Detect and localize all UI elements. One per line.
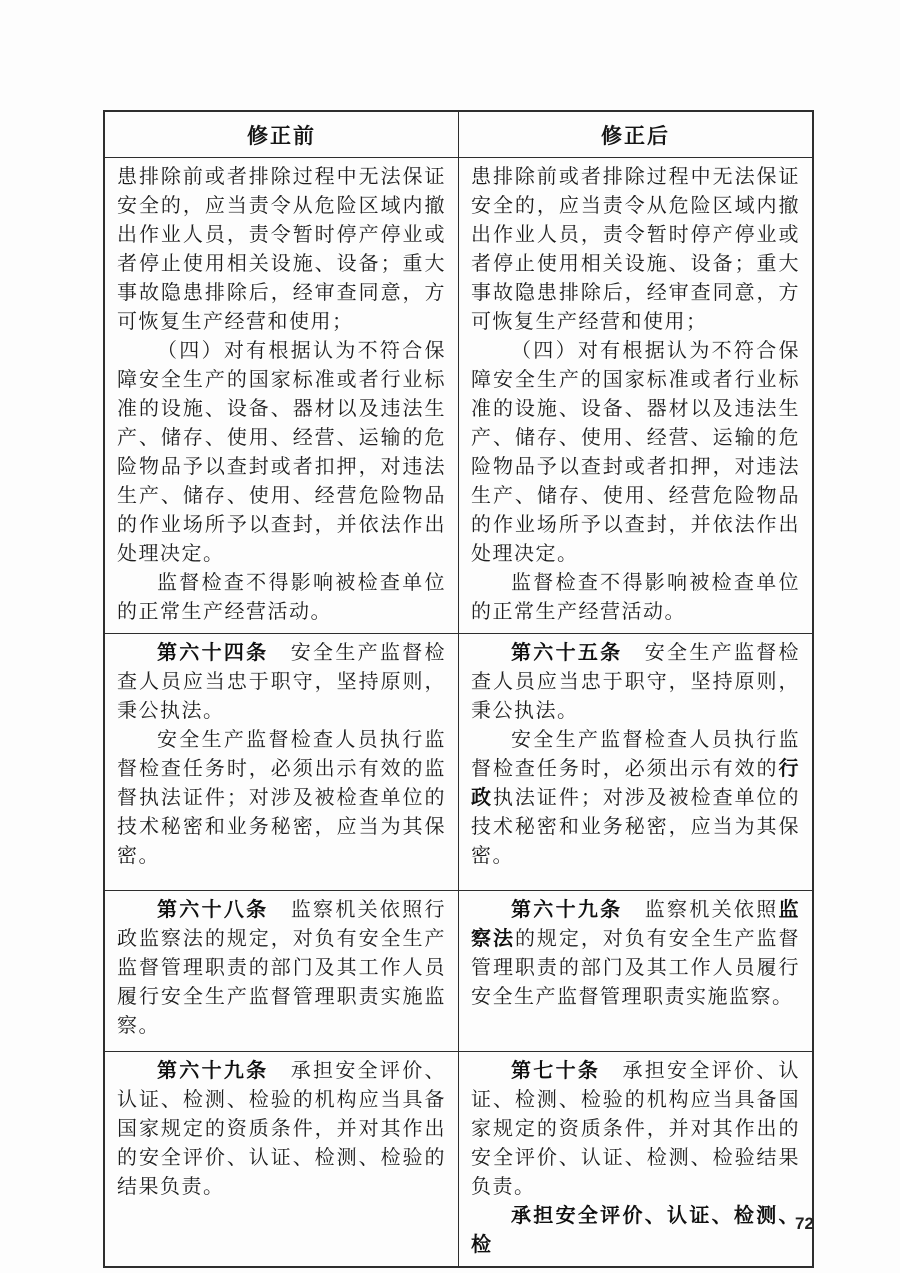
paragraph bbox=[117, 569, 446, 627]
text-segment: 监察机关依照行政监察法的规定，对负有安全生产监督管理职责的部门及其工作人员履行安全生产监督管理职责实施监察。 bbox=[117, 899, 447, 1037]
column-header-before: 修正前 bbox=[104, 111, 459, 158]
header-row bbox=[104, 111, 813, 158]
bold-text-segment: 第六十四条 bbox=[157, 642, 269, 664]
table-row bbox=[104, 158, 813, 634]
paragraph bbox=[471, 163, 800, 337]
cell-after-row-2 bbox=[459, 634, 814, 891]
table-row bbox=[104, 1052, 813, 1268]
paragraph bbox=[471, 639, 800, 726]
text-segment: 安全生产监督检查人员执行监督检查任务时，必须出示有效的监督执法证件；对涉及被检查单位的技术秘密和业务秘密，应当为其保密。 bbox=[117, 729, 446, 867]
cell-after-row-3 bbox=[459, 891, 814, 1052]
paragraph bbox=[471, 337, 800, 569]
text-segment: 执法证件；对涉及被检查单位的技术秘密和业务秘密，应当为其保密。 bbox=[471, 787, 801, 867]
table-header bbox=[104, 111, 813, 158]
bold-text-segment: 承担安全评价、认证、检测、检 bbox=[471, 1205, 800, 1256]
cell-before-row-3 bbox=[104, 891, 459, 1052]
bold-text-segment: 监察法 bbox=[471, 899, 801, 950]
amendment-comparison-table bbox=[103, 110, 814, 1268]
cell-after-row-1 bbox=[459, 158, 814, 634]
paragraph bbox=[471, 1202, 800, 1260]
text-segment: 监督检查不得影响被检查单位的正常生产经营活动。 bbox=[117, 572, 446, 623]
paragraph bbox=[471, 896, 800, 1012]
column-header-after: 修正后 bbox=[459, 111, 814, 158]
table-row bbox=[104, 891, 813, 1052]
table-body bbox=[104, 158, 813, 1268]
paragraph bbox=[117, 639, 446, 726]
text-segment: 安全生产监督检查人员执行监督检查任务时，必须出示有效的 bbox=[471, 729, 800, 780]
table-row bbox=[104, 634, 813, 891]
paragraph bbox=[117, 163, 446, 337]
text-segment: 监察机关依照 bbox=[622, 899, 779, 921]
text-segment: 安全生产监督检查人员应当忠于职守，坚持原则，秉公执法。 bbox=[471, 642, 801, 722]
bold-text-segment: 行政 bbox=[471, 758, 800, 809]
paragraph bbox=[471, 569, 800, 627]
text-segment: （四）对有根据认为不符合保障安全生产的国家标准或者行业标准的设施、设备、器材以及违法生产、储存、使用、经营、运输的危险物品予以查封或者扣押，对违法生产、储存、使用、经营危险物品的作业场所予以查封，并依法作出处理决定。 bbox=[117, 340, 446, 565]
bold-text-segment: 第六十九条 bbox=[511, 899, 623, 921]
bold-text-segment: 第六十九条 bbox=[157, 1060, 269, 1082]
bold-text-segment: 第六十五条 bbox=[511, 642, 623, 664]
bold-text-segment: 第六十八条 bbox=[157, 899, 269, 921]
text-segment: 患排除前或者排除过程中无法保证安全的，应当责令从危险区域内撤出作业人员，责令暂时停产停业或者停止使用相关设施、设备；重大事故隐患排除后，经审查同意，方可恢复生产经营和使用； bbox=[471, 166, 800, 333]
text-segment: 安全生产监督检查人员应当忠于职守，坚持原则，秉公执法。 bbox=[117, 642, 447, 722]
page-number: 72 bbox=[795, 1214, 814, 1233]
cell-after-row-4 bbox=[459, 1052, 814, 1268]
text-segment: （四）对有根据认为不符合保障安全生产的国家标准或者行业标准的设施、设备、器材以及违法生产、储存、使用、经营、运输的危险物品予以查封或者扣押，对违法生产、储存、使用、经营危险物品的作业场所予以查封，并依法作出处理决定。 bbox=[471, 340, 800, 565]
text-segment: 的规定，对负有安全生产监督管理职责的部门及其工作人员履行安全生产监督管理职责实施监察。 bbox=[471, 928, 801, 1008]
paragraph bbox=[117, 896, 446, 1041]
cell-before-row-4 bbox=[104, 1052, 459, 1268]
paragraph bbox=[471, 1057, 800, 1202]
text-segment: 承担安全评价、认证、检测、检验的机构应当具备国家规定的资质条件，并对其作出的安全评价、认证、检测、检验结果负责。 bbox=[471, 1060, 801, 1198]
cell-before-row-1 bbox=[104, 158, 459, 634]
paragraph bbox=[117, 726, 446, 871]
cell-before-row-2 bbox=[104, 634, 459, 891]
paragraph bbox=[117, 337, 446, 569]
text-segment: 患排除前或者排除过程中无法保证安全的，应当责令从危险区域内撤出作业人员，责令暂时停产停业或者停止使用相关设施、设备；重大事故隐患排除后，经审查同意，方可恢复生产经营和使用； bbox=[117, 166, 446, 333]
bold-text-segment: 第七十条 bbox=[511, 1060, 601, 1082]
text-segment: 监督检查不得影响被检查单位的正常生产经营活动。 bbox=[471, 572, 800, 623]
paragraph bbox=[471, 726, 800, 871]
text-segment: 承担安全评价、认证、检测、检验的机构应当具备国家规定的资质条件，并对其作出的安全评价、认证、检测、检验的结果负责。 bbox=[117, 1060, 447, 1198]
paragraph bbox=[117, 1057, 446, 1202]
